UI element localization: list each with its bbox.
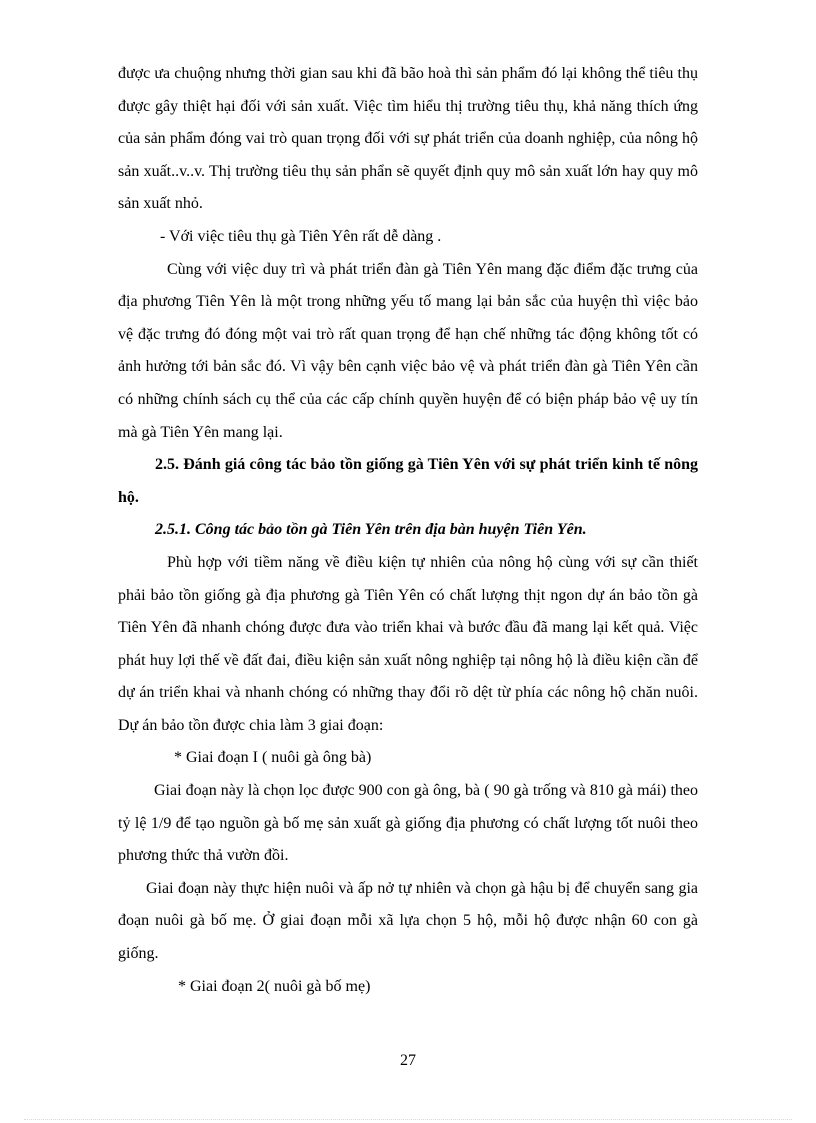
paragraph-easy-consumption: - Với việc tiêu thụ gà Tiên Yên rất dễ dàng .: [160, 227, 442, 245]
paragraph-phase-1-selection: Giai đoạn này là chọn lọc được 900 con gà ông, bà ( 90 gà trống và 810 gà mái) theo tỷ lệ 1/9 để tạo nguồn gà bố mẹ sản xuất gà giống địa phương có chất lượng tốt nuôi theo phương thức thả vườn đồi.: [118, 782, 698, 865]
paragraph-conservation-project: Phù hợp với tiềm năng về điều kiện tự nhiên của nông hộ cùng với sự cần thiết phải bảo tồn giống gà địa phương gà Tiên Yên có chất lượng thịt ngon dự án bảo tồn gà Tiên Yên đã nhanh chóng được đưa vào triển khai và bước đầu đã mang lại kết quả. Việc phát huy lợi thế về đất đai, điều kiện sản xuất nông nghiệp tại nông hộ là điều kiện cần để dự án triển khai và nhanh chóng có những thay đổi rõ dệt từ phía các nông hộ chăn nuôi. Dự án bảo tồn được chia làm 3 giai đoạn:: [118, 553, 698, 734]
section-heading-2-5: 2.5. Đánh giá công tác bảo tồn giống gà Tiên Yên với sự phát triển kinh tế nông hộ.: [118, 456, 698, 506]
paragraph-local-identity: Cùng với việc duy trì và phát triển đàn gà Tiên Yên mang đặc điểm đặc trưng của địa phương Tiên Yên là một trong những yếu tố mang lại bản sắc của huyện thì việc bảo vệ đặc trưng đó đóng một vai trò rất quan trọng để hạn chế những tác động không tốt có ảnh hưởng tới bản sắc đó. Vì vậy bên cạnh việc bảo vệ và phát triển đàn gà Tiên Yên cần có những chính sách cụ thể của các cấp chính quyền huyện để có biện pháp bảo vệ uy tín mà gà Tiên Yên mang lại.: [118, 260, 698, 441]
list-item-phase-1: * Giai đoạn I ( nuôi gà ông bà): [174, 749, 372, 767]
section-subheading-2-5-1: 2.5.1. Công tác bảo tồn gà Tiên Yên trên địa bàn huyện Tiên Yên.: [155, 521, 587, 539]
footer-divider: [24, 1119, 792, 1120]
body-text: [118, 58, 698, 1003]
paragraph-phase-1-implementation: Giai đoạn này thực hiện nuôi và ấp nở tự nhiên và chọn gà hậu bị để chuyển sang gia đoạn nuôi gà bố mẹ. Ở giai đoạn mỗi xã lựa chọn 5 hộ, mỗi hộ được nhận 60 con gà giống.: [118, 879, 698, 963]
list-item-phase-2: * Giai đoạn 2( nuôi gà bố mẹ): [178, 977, 371, 995]
page-number: 27: [400, 1052, 416, 1069]
paragraph-market-consumption: được ưa chuộng nhưng thời gian sau khi đã bão hoà thì sản phẩm đó lại không thể tiêu thụ được gây thiệt hại đối với sản xuất. Việc tìm hiểu thị trường tiêu thụ, khả năng thích ứng của sản phẩm đóng vai trò quan trọng đối với sự phát triển của doanh nghiệp, của nông hộ sản xuất..v..v. Thị trường tiêu thụ sản phẩn sẽ quyết định quy mô sản xuất lớn hay quy mô sản xuất nhỏ.: [118, 65, 698, 213]
